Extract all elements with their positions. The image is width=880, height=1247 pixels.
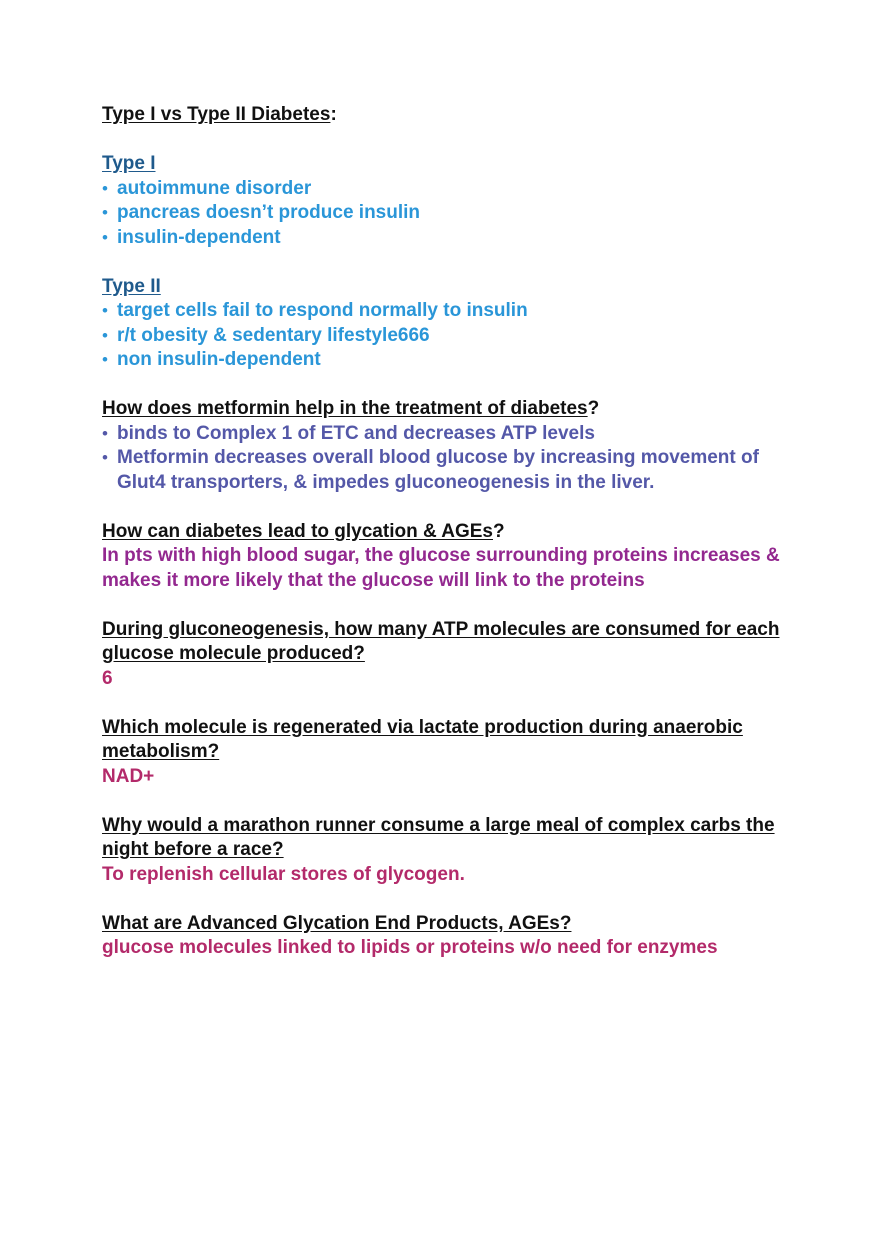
lactate-question-text: Which molecule is regenerated via lactate production during anaerobic metabolism? <box>102 716 743 762</box>
glycation-question-suffix: ? <box>493 520 505 542</box>
spacer <box>102 691 802 716</box>
spacer <box>102 128 802 153</box>
ages-question <box>102 912 802 937</box>
metformin-question-text: How does metformin help in the treatment of diabetes <box>102 398 588 419</box>
metformin-bullet-list <box>102 422 802 496</box>
ages-section <box>102 912 802 961</box>
marathon-answer: To replenish cellular stores of glycogen. <box>102 863 465 885</box>
type1-section <box>102 152 802 250</box>
marathon-question-text: Why would a marathon runner consume a large meal of complex carbs the night before a race? <box>102 814 775 860</box>
metformin-question-suffix: ? <box>587 398 600 419</box>
page-title-suffix: : <box>330 104 337 125</box>
gluconeogenesis-question-text: During gluconeogenesis, how many ATP molecules are consumed for each glucose molecule produced? <box>102 618 780 664</box>
type1-heading: Type I <box>102 153 156 174</box>
spacer <box>102 593 802 618</box>
lactate-answer: NAD+ <box>102 765 155 787</box>
gluconeogenesis-section <box>102 618 802 692</box>
type1-bullet-list <box>102 177 802 251</box>
lactate-section <box>102 716 802 790</box>
gluconeogenesis-question <box>102 618 802 667</box>
metformin-question <box>102 397 802 422</box>
type2-heading: Type II <box>102 275 161 297</box>
type1-bullet: • autoimmune disorder <box>102 177 802 202</box>
glycation-answer: In pts with high blood sugar, the glucose surrounding proteins increases & makes it more likely that the glucose will link to the proteins <box>102 545 780 591</box>
spacer <box>102 373 802 398</box>
marathon-section <box>102 814 802 888</box>
type1-bullet: • pancreas doesn’t produce insulin <box>102 201 802 226</box>
document-page <box>102 103 802 961</box>
type2-section <box>102 275 802 373</box>
marathon-question <box>102 814 802 863</box>
spacer <box>102 250 802 275</box>
type2-bullet: • target cells fail to respond normally to insulin <box>102 299 802 324</box>
ages-question-text: What are Advanced Glycation End Products, AGEs? <box>102 912 572 934</box>
spacer <box>102 887 802 912</box>
page-title-text: Type I vs Type II Diabetes <box>102 104 331 125</box>
glycation-section <box>102 520 802 594</box>
spacer <box>102 789 802 814</box>
spacer <box>102 495 802 520</box>
gluconeogenesis-answer: 6 <box>102 667 113 689</box>
metformin-section <box>102 397 802 495</box>
page-title <box>102 103 802 128</box>
type1-bullet: • insulin-dependent <box>102 226 802 251</box>
type2-bullet: • r/t obesity & sedentary lifestyle666 <box>102 324 802 349</box>
glycation-question <box>102 520 802 545</box>
ages-answer: glucose molecules linked to lipids or proteins w/o need for enzymes <box>102 937 718 958</box>
glycation-question-text: How can diabetes lead to glycation & AGEs <box>102 520 493 542</box>
type2-bullet: • non insulin-dependent <box>102 348 802 373</box>
lactate-question <box>102 716 802 765</box>
type2-bullet-list <box>102 299 802 373</box>
metformin-bullet: • Metformin decreases overall blood glucose by increasing movement of Glut4 transporters, & impedes gluconeogenesis in the liver. <box>102 446 802 495</box>
metformin-bullet: • binds to Complex 1 of ETC and decreases ATP levels <box>102 422 802 447</box>
